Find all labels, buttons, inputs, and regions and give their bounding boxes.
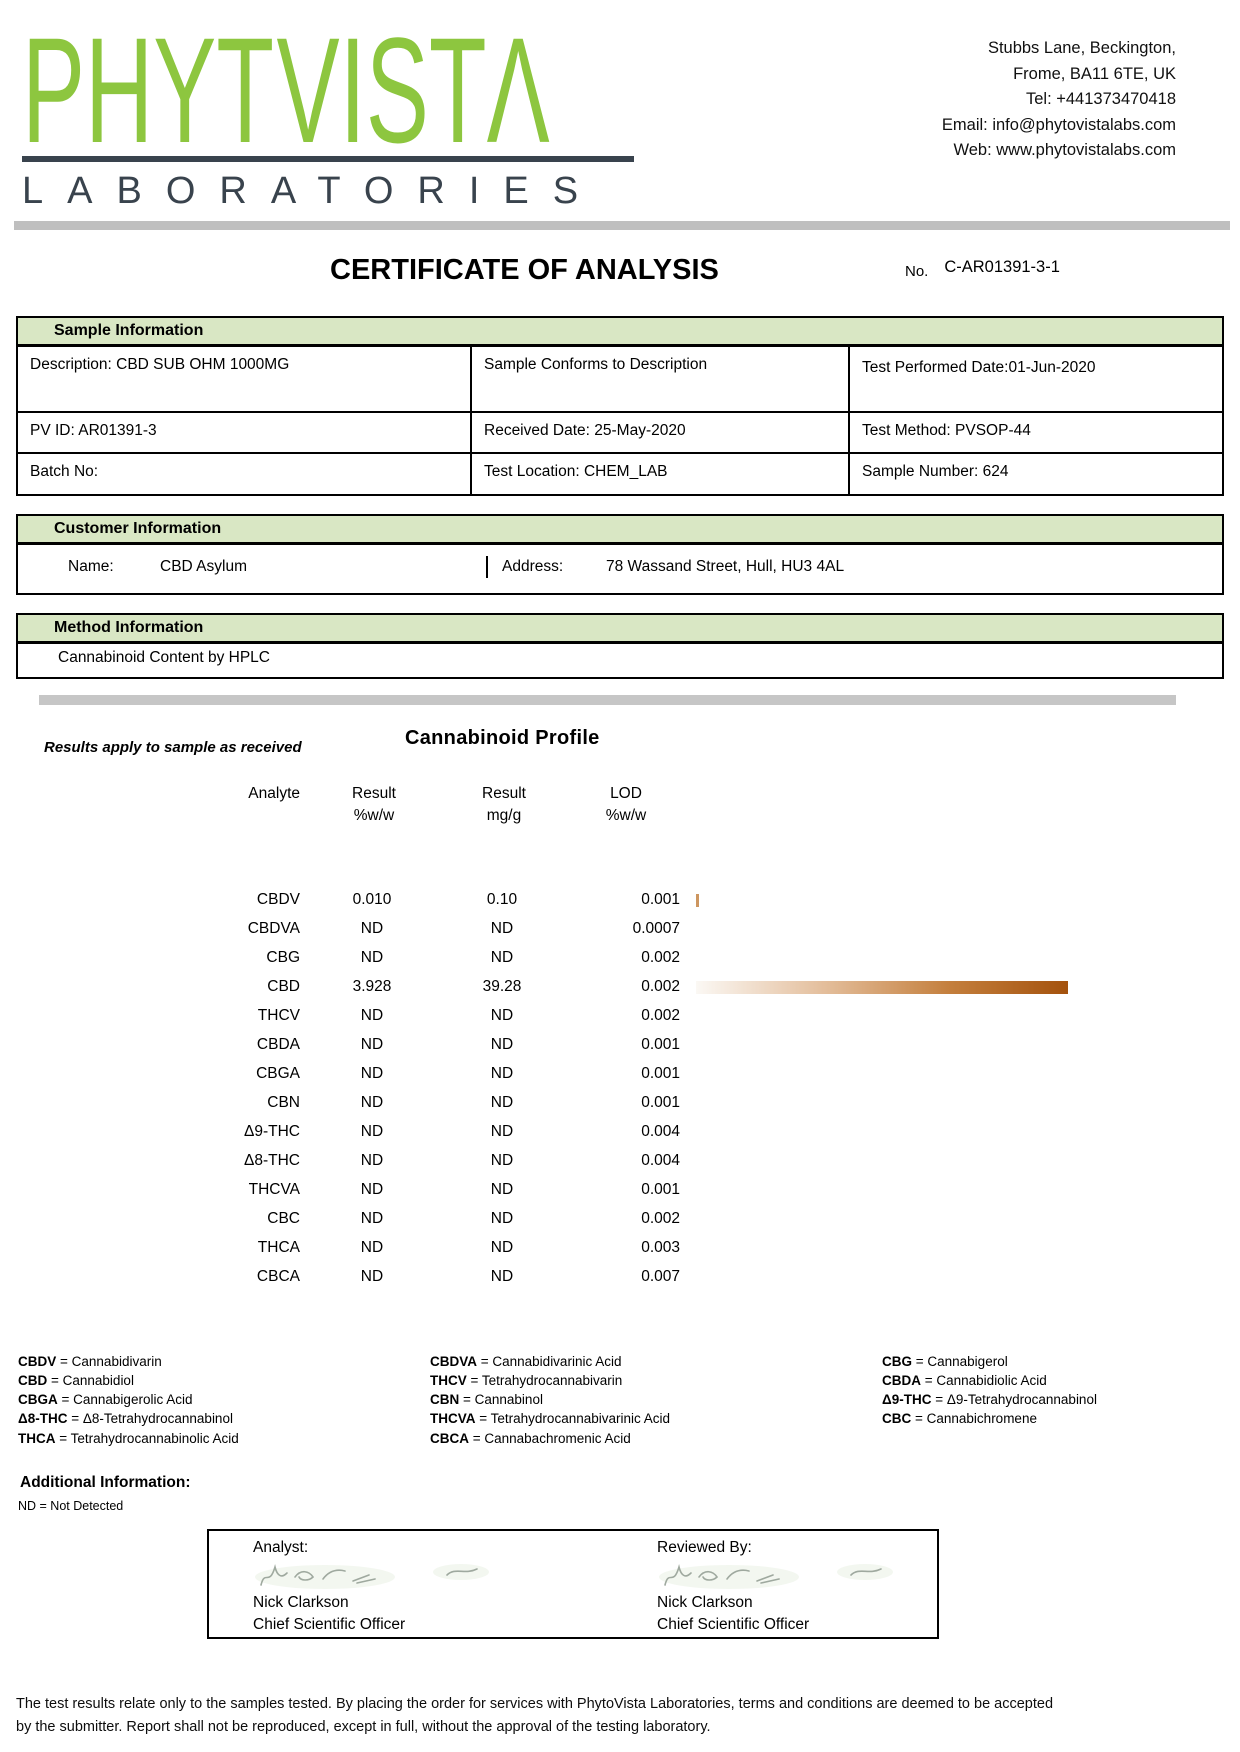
results-rows bbox=[0, 886, 1240, 1292]
results-row bbox=[0, 1234, 1240, 1263]
legend-separator: = bbox=[466, 1373, 482, 1389]
result-mgg-value: ND bbox=[490, 1239, 514, 1257]
legend-item bbox=[430, 1429, 882, 1448]
signature-box bbox=[207, 1529, 939, 1639]
reviewed-by-label: Reviewed By: bbox=[657, 1538, 752, 1556]
lod-value: 0.001 bbox=[641, 1036, 680, 1054]
results-note: Results apply to sample as received bbox=[44, 739, 302, 756]
results-row bbox=[0, 1031, 1240, 1060]
lod-value: 0.004 bbox=[641, 1152, 680, 1170]
result-pct-value: ND bbox=[360, 1123, 384, 1141]
sample-info-cell: Received Date: 25-May-2020 bbox=[472, 411, 850, 452]
customer-information-row bbox=[18, 545, 1222, 593]
reviewer-name: Nick Clarkson bbox=[657, 1593, 753, 1611]
legend-separator: = bbox=[56, 1353, 72, 1369]
sample-info-cell: Test Method: PVSOP-44 bbox=[850, 411, 1222, 452]
result-mgg-value: ND bbox=[490, 1152, 514, 1170]
legend-item bbox=[430, 1390, 882, 1409]
sample-info-cell: Batch No: bbox=[18, 452, 472, 494]
customer-information-section bbox=[16, 514, 1224, 595]
legend-name: Δ8-Tetrahydrocannabinol bbox=[82, 1411, 233, 1427]
result-mgg-value: ND bbox=[490, 1094, 514, 1112]
certificate-number-label: No. bbox=[905, 263, 929, 280]
analyte-name: CBD bbox=[267, 978, 300, 996]
legend-name: Cannabidiolic Acid bbox=[936, 1373, 1047, 1389]
results-row bbox=[0, 944, 1240, 973]
sample-info-cell: Description: CBD SUB OHM 1000MG bbox=[18, 347, 472, 411]
legend-abbr: CBDV bbox=[18, 1353, 57, 1369]
result-pct-value: ND bbox=[360, 1065, 384, 1083]
results-row bbox=[0, 1002, 1240, 1031]
result-pct-value: 3.928 bbox=[352, 978, 392, 996]
result-pct-value: ND bbox=[360, 1007, 384, 1025]
logo-subtitle: LABORATORIES bbox=[22, 156, 634, 213]
legend-abbr: CBG bbox=[882, 1353, 912, 1369]
results-row bbox=[0, 1263, 1240, 1292]
sample-info-cell: PV ID: AR01391-3 bbox=[18, 411, 472, 452]
sample-information-section bbox=[16, 316, 1224, 496]
logo-wordmark bbox=[22, 6, 550, 174]
legend-item bbox=[882, 1409, 1240, 1428]
legend-separator: = bbox=[477, 1353, 493, 1369]
legend-item bbox=[18, 1390, 430, 1409]
result-pct-value: ND bbox=[360, 1239, 384, 1257]
result-mgg-value: 39.28 bbox=[482, 978, 522, 996]
sample-information-table bbox=[18, 347, 1222, 494]
result-mgg-value: ND bbox=[490, 1007, 514, 1025]
result-pct-value: ND bbox=[360, 1094, 384, 1112]
footer-disclaimer: The test results relate only to the samples tested. By placing the order for services with PhytoVista Laboratories, terms and conditions are deemed to be accepted by the submitter. Report shall not be reproduced, except in full, without the approval of the testing laboratory. bbox=[16, 1696, 1054, 1735]
legend-item bbox=[18, 1429, 430, 1448]
result-mgg-value: ND bbox=[490, 949, 514, 967]
result-bar bbox=[696, 981, 1068, 994]
results-table bbox=[0, 783, 1240, 1292]
analyte-name: THCV bbox=[257, 1007, 300, 1025]
result-mgg-value: ND bbox=[490, 1065, 514, 1083]
analyst-title: Chief Scientific Officer bbox=[253, 1615, 406, 1633]
legend-abbr: THCVA bbox=[430, 1411, 476, 1427]
lod-value: 0.001 bbox=[641, 1181, 680, 1199]
column-header-analyte: Analyte bbox=[248, 785, 300, 802]
result-pct-value: ND bbox=[360, 1210, 384, 1228]
result-pct-value: ND bbox=[360, 1152, 384, 1170]
logo-text-phyt: PHYT bbox=[22, 6, 275, 174]
analyte-name: THCA bbox=[257, 1239, 300, 1257]
results-row bbox=[0, 915, 1240, 944]
legend-name: Tetrahydrocannabivarin bbox=[481, 1373, 623, 1389]
section-divider bbox=[39, 695, 1176, 705]
analyte-name: CBDV bbox=[256, 891, 300, 909]
result-mgg-value: 0.10 bbox=[486, 891, 518, 909]
lod-value: 0.001 bbox=[641, 1065, 680, 1083]
certificate-number-value: C-AR01391-3-1 bbox=[944, 258, 1060, 276]
legend-separator: = bbox=[55, 1430, 71, 1446]
column-header-lod: LOD %w/w bbox=[605, 785, 647, 825]
customer-name-value: CBD Asylum bbox=[160, 558, 247, 575]
legend-name: Cannabichromene bbox=[926, 1411, 1037, 1427]
legend-abbr: CBGA bbox=[18, 1392, 58, 1408]
legend-abbr: CBC bbox=[882, 1411, 912, 1427]
analyte-name: CBGA bbox=[256, 1065, 300, 1083]
legend-item bbox=[18, 1371, 430, 1390]
result-mgg-value: ND bbox=[490, 920, 514, 938]
sample-info-cell: Test Location: CHEM_LAB bbox=[472, 452, 850, 494]
lod-value: 0.002 bbox=[641, 978, 680, 996]
result-mgg-value: ND bbox=[490, 1036, 514, 1054]
legend-item bbox=[430, 1409, 882, 1428]
contact-block bbox=[942, 36, 1176, 213]
legend-separator: = bbox=[912, 1353, 928, 1369]
lod-value: 0.004 bbox=[641, 1123, 680, 1141]
analyst-name: Nick Clarkson bbox=[253, 1593, 349, 1611]
header-divider bbox=[14, 221, 1230, 230]
legend-separator: = bbox=[921, 1373, 937, 1389]
result-pct-value: ND bbox=[360, 1268, 384, 1286]
customer-address-value: 78 Wassand Street, Hull, HU3 4AL bbox=[606, 558, 845, 575]
sample-info-cell: Sample Number: 624 bbox=[850, 452, 1222, 494]
legend-abbr: CBCA bbox=[430, 1430, 469, 1446]
method-value: Cannabinoid Content by HPLC bbox=[58, 649, 270, 666]
results-row bbox=[0, 1147, 1240, 1176]
legend-column bbox=[430, 1352, 882, 1448]
contact-line: Tel: +441373470418 bbox=[1025, 90, 1176, 109]
method-information-header: Method Information bbox=[18, 615, 1222, 644]
reviewer-signature-block bbox=[657, 1539, 907, 1634]
lod-value: 0.002 bbox=[641, 1007, 680, 1025]
lod-value: 0.0007 bbox=[632, 920, 680, 938]
legend-name: Cannabachromenic Acid bbox=[484, 1430, 631, 1446]
legend-abbr: CBDVA bbox=[430, 1353, 477, 1369]
additional-information-header: Additional Information: bbox=[20, 1473, 191, 1491]
legend-separator: = bbox=[67, 1411, 83, 1427]
result-pct-value: ND bbox=[360, 1181, 384, 1199]
customer-name-cell bbox=[18, 558, 486, 576]
result-pct-value: 0.010 bbox=[352, 891, 392, 909]
result-mgg-value: ND bbox=[490, 1268, 514, 1286]
legend-item bbox=[430, 1352, 882, 1371]
analyte-name: CBCA bbox=[256, 1268, 300, 1286]
result-pct-value: ND bbox=[360, 1036, 384, 1054]
legend-abbr: Δ8-THC bbox=[18, 1411, 68, 1427]
column-header-result-mgg: Result mg/g bbox=[482, 785, 526, 825]
method-information-section bbox=[16, 613, 1224, 679]
lod-value: 0.002 bbox=[641, 949, 680, 967]
logo-text-vist: VIST bbox=[276, 6, 487, 174]
lod-value: 0.001 bbox=[641, 1094, 680, 1112]
legend-abbr: CBDA bbox=[882, 1373, 921, 1389]
analyst-signature-scribble bbox=[253, 1559, 503, 1593]
title-row bbox=[0, 254, 1240, 298]
profile-header bbox=[0, 723, 1240, 773]
result-mgg-value: ND bbox=[490, 1123, 514, 1141]
certificate-number bbox=[905, 258, 1060, 281]
results-row bbox=[0, 886, 1240, 915]
analyte-name: Δ9-THC bbox=[244, 1123, 300, 1141]
legend-column bbox=[18, 1352, 430, 1448]
sample-information-header: Sample Information bbox=[18, 318, 1222, 347]
legend-abbr: CBN bbox=[430, 1392, 460, 1408]
legend-item bbox=[882, 1371, 1240, 1390]
results-row bbox=[0, 1176, 1240, 1205]
analyst-signature-block bbox=[253, 1539, 503, 1634]
analyte-name: THCVA bbox=[248, 1181, 300, 1199]
result-mgg-value: ND bbox=[490, 1181, 514, 1199]
legend-name: Cannabidiol bbox=[62, 1373, 134, 1389]
analyte-name: CBC bbox=[267, 1210, 300, 1228]
legend-abbr: THCV bbox=[430, 1373, 467, 1389]
legend-item bbox=[882, 1390, 1240, 1409]
contact-line: Frome, BA11 6TE, UK bbox=[1013, 64, 1176, 83]
results-row bbox=[0, 1089, 1240, 1118]
legend-name: Cannabidivarinic Acid bbox=[492, 1353, 622, 1369]
lod-value: 0.007 bbox=[641, 1268, 680, 1286]
profile-title: Cannabinoid Profile bbox=[405, 727, 600, 749]
nd-definition: ND = Not Detected bbox=[18, 1498, 124, 1513]
legend-item bbox=[18, 1409, 430, 1428]
contact-line: Stubbs Lane, Beckington, bbox=[987, 39, 1176, 57]
legend-name: Cannabigerolic Acid bbox=[73, 1392, 193, 1408]
analyst-label: Analyst: bbox=[253, 1538, 309, 1556]
page-title: CERTIFICATE OF ANALYSIS bbox=[330, 254, 719, 286]
sample-info-cell: Sample Conforms to Description bbox=[472, 347, 850, 411]
results-row bbox=[0, 1118, 1240, 1147]
legend-column bbox=[882, 1352, 1240, 1448]
sample-info-cell: Test Performed Date:01-Jun-2020 bbox=[862, 359, 1096, 376]
phytovista-logo bbox=[22, 6, 662, 213]
reviewer-signature-scribble bbox=[657, 1559, 907, 1593]
reviewer-title: Chief Scientific Officer bbox=[657, 1615, 810, 1633]
legend-separator: = bbox=[911, 1411, 927, 1427]
legend-item bbox=[430, 1371, 882, 1390]
legend-separator: = bbox=[459, 1392, 475, 1408]
customer-information-header: Customer Information bbox=[18, 516, 1222, 545]
analyte-name: CBG bbox=[266, 949, 300, 967]
contact-line: Web: www.phytovistalabs.com bbox=[953, 141, 1176, 160]
legend-name: Cannabinol bbox=[474, 1392, 543, 1408]
legend-name: Δ9-Tetrahydrocannabinol bbox=[946, 1392, 1097, 1408]
lod-value: 0.001 bbox=[641, 891, 680, 909]
legend-name: Tetrahydrocannabivarinic Acid bbox=[490, 1411, 671, 1427]
customer-address-label: Address: bbox=[502, 558, 564, 575]
legend-abbr: CBD bbox=[18, 1373, 48, 1389]
analyte-name: CBDA bbox=[256, 1036, 300, 1054]
legend-separator: = bbox=[57, 1392, 74, 1408]
result-bar bbox=[696, 894, 699, 907]
legend-separator: = bbox=[931, 1392, 947, 1408]
results-row bbox=[0, 973, 1240, 1002]
analyte-name: CBDVA bbox=[247, 920, 300, 938]
results-row bbox=[0, 1205, 1240, 1234]
analyte-name: CBN bbox=[267, 1094, 300, 1112]
lod-value: 0.003 bbox=[641, 1239, 680, 1257]
results-table-header bbox=[0, 783, 1240, 828]
analyte-name: Δ8-THC bbox=[244, 1152, 300, 1170]
result-mgg-value: ND bbox=[490, 1210, 514, 1228]
result-pct-value: ND bbox=[360, 949, 384, 967]
legend-separator: = bbox=[469, 1430, 485, 1446]
legend-name: Cannabigerol bbox=[927, 1353, 1008, 1369]
header bbox=[0, 0, 1240, 213]
legend-name: Cannabidivarin bbox=[71, 1353, 162, 1369]
abbreviation-legend bbox=[0, 1352, 1240, 1448]
additional-information bbox=[0, 1474, 1240, 1513]
customer-address-cell bbox=[488, 558, 844, 576]
lod-value: 0.002 bbox=[641, 1210, 680, 1228]
legend-separator: = bbox=[475, 1411, 491, 1427]
legend-separator: = bbox=[47, 1373, 63, 1389]
contact-line: Email: info@phytovistalabs.com bbox=[941, 115, 1176, 134]
results-row bbox=[0, 1060, 1240, 1089]
legend-item bbox=[18, 1352, 430, 1371]
column-header-result-pct: Result %w/w bbox=[352, 785, 396, 825]
logo-text-lambda: Λ bbox=[486, 6, 550, 174]
result-pct-value: ND bbox=[360, 920, 384, 938]
legend-abbr: THCA bbox=[18, 1430, 56, 1446]
legend-abbr: Δ9-THC bbox=[882, 1392, 932, 1408]
customer-name-label: Name: bbox=[68, 558, 114, 575]
legend-item bbox=[882, 1352, 1240, 1371]
legend-name: Tetrahydrocannabinolic Acid bbox=[70, 1430, 239, 1446]
